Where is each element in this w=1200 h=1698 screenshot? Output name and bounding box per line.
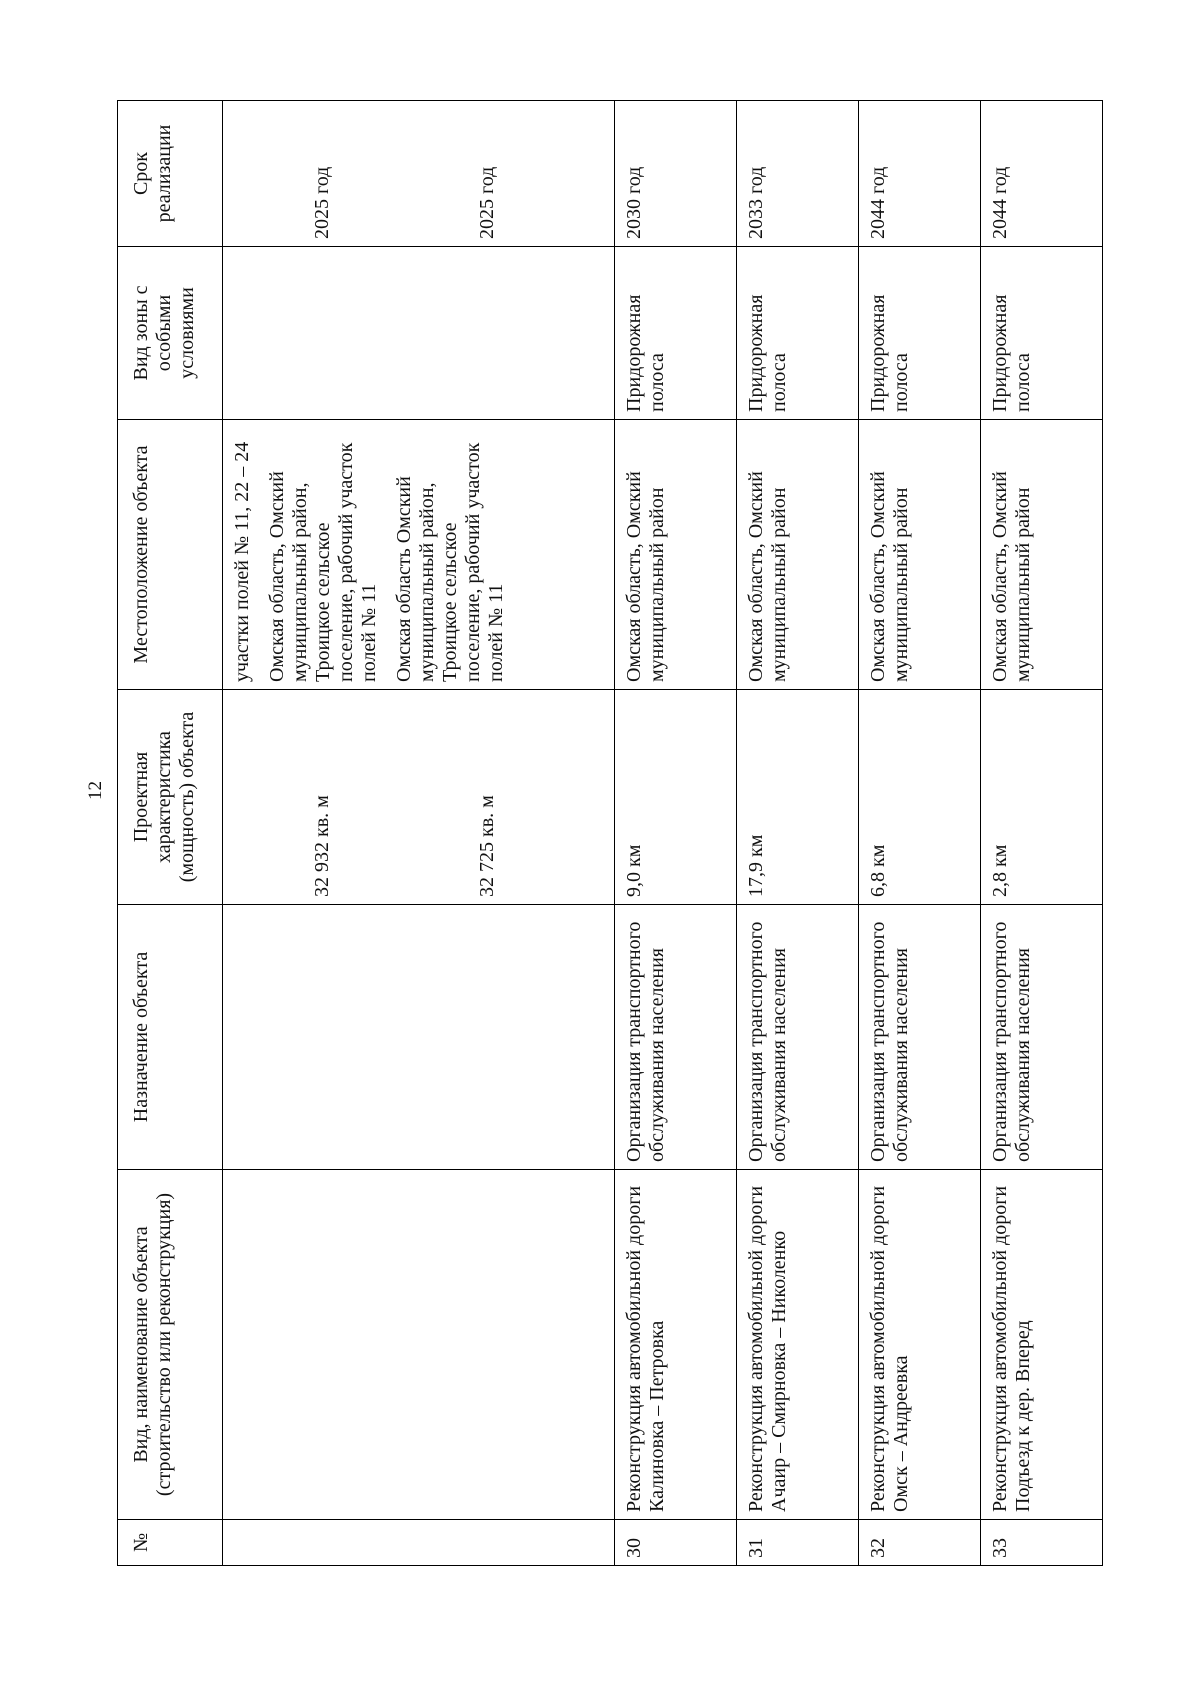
row-term: 2044 год [859,101,981,247]
cont-name-cell [223,1170,615,1520]
row-location: Омская область, Омский муниципальный район [981,420,1103,690]
row-capacity: 9,0 км [615,690,737,905]
table-row [615,101,737,1566]
row-name: Реконструкция автомобильной дороги Подъезд к дер. Вперед [981,1170,1103,1520]
header-location: Местоположение объекта [118,420,223,690]
row-capacity: 6,8 км [859,690,981,905]
cont-location-3: Омская область Омский муниципальный район, Троицкое сельское поселение, рабочий участок полей № 11 [393,442,507,682]
cont-purpose-cell [223,905,615,1170]
row-zone: Придорожная полоса [615,247,737,420]
row-zone: Придорожная полоса [737,247,859,420]
header-capacity: Проектная характеристика (мощность) объекта [118,690,223,905]
row-zone: Придорожная полоса [859,247,981,420]
cont-capacity-2: 32 725 кв. м [476,795,498,897]
page-number: 12 [85,781,106,800]
cont-location-cell [223,420,615,690]
cont-term-1: 2025 год [311,166,333,239]
rotated-table-container [117,101,1102,1566]
cont-term-cell [223,101,615,247]
row-purpose: Организация транспортного обслуживания населения [981,905,1103,1170]
table-row [859,101,981,1566]
cont-zone-cell [223,247,615,420]
table-row [737,101,859,1566]
row-num: 31 [737,1520,859,1566]
header-row [118,101,223,1566]
table-row [981,101,1103,1566]
row-term: 2044 год [981,101,1103,247]
cont-term-2: 2025 год [476,166,498,239]
cont-capacity-cell [223,690,615,905]
row-purpose: Организация транспортного обслуживания населения [615,905,737,1170]
cont-location-2: Омская область, Омский муниципальный район, Троицкое сельское поселение, рабочий участок полей № 11 [266,442,380,682]
row-capacity: 17,9 км [737,690,859,905]
row-term: 2033 год [737,101,859,247]
row-purpose: Организация транспортного обслуживания населения [859,905,981,1170]
row-capacity: 2,8 км [981,690,1103,905]
row-term: 2030 год [615,101,737,247]
row-name: Реконструкция автомобильной дороги Ачаир – Смирновка – Николенко [737,1170,859,1520]
header-term: Срок реализации [118,101,223,247]
cont-capacity-1: 32 932 кв. м [311,795,333,897]
row-num: 33 [981,1520,1103,1566]
table-row-continuation [223,101,615,1566]
row-zone: Придорожная полоса [981,247,1103,420]
row-num: 30 [615,1520,737,1566]
cont-location-1: участки полей № 11, 22 – 24 [231,441,253,682]
objects-table [117,100,1103,1566]
row-name: Реконструкция автомобильной дороги Калиновка – Петровка [615,1170,737,1520]
header-zone: Вид зоны с особыми условиями [118,247,223,420]
cont-num-cell [223,1520,615,1566]
row-name: Реконструкция автомобильной дороги Омск – Андреевка [859,1170,981,1520]
row-location: Омская область, Омский муниципальный район [859,420,981,690]
row-location: Омская область, Омский муниципальный район [737,420,859,690]
row-purpose: Организация транспортного обслуживания населения [737,905,859,1170]
header-purpose: Назначение объекта [118,905,223,1170]
header-name: Вид, наименование объекта (строительство или реконструкция) [118,1170,223,1520]
row-location: Омская область, Омский муниципальный район [615,420,737,690]
header-num: № [118,1520,223,1566]
row-num: 32 [859,1520,981,1566]
